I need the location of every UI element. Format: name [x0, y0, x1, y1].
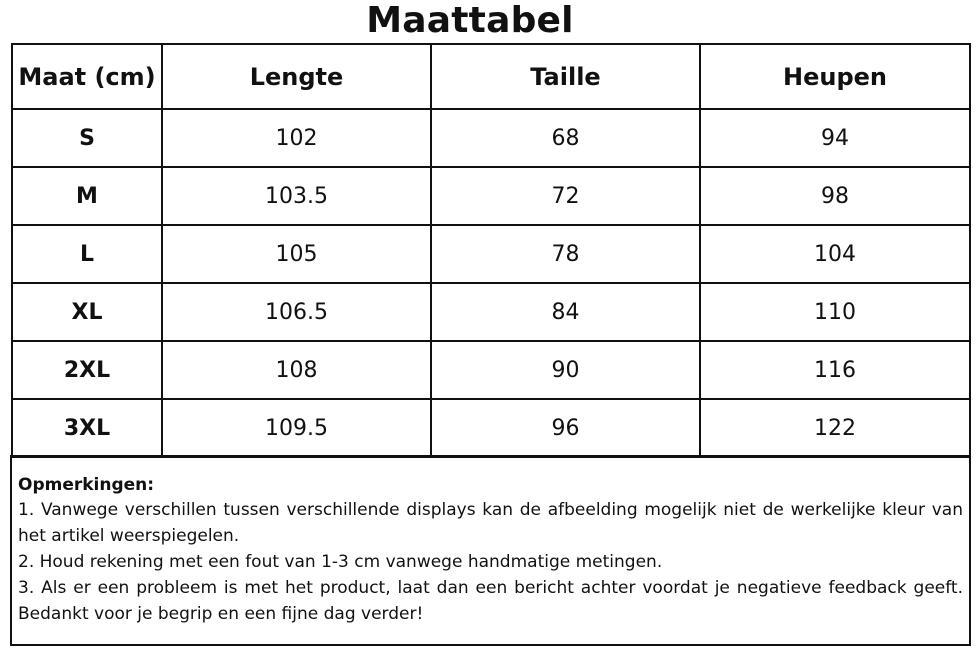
waist-cell: 96 — [431, 399, 700, 457]
column-header-hips: Heupen — [700, 44, 970, 109]
hips-cell: 110 — [700, 283, 970, 341]
table-row — [12, 399, 970, 457]
size-cell: M — [12, 167, 162, 225]
table-row — [12, 225, 970, 283]
waist-cell: 84 — [431, 283, 700, 341]
size-cell: 3XL — [12, 399, 162, 457]
column-header-waist: Taille — [431, 44, 700, 109]
waist-cell: 90 — [431, 341, 700, 399]
length-cell: 102 — [162, 109, 431, 167]
waist-cell: 78 — [431, 225, 700, 283]
hips-cell: 104 — [700, 225, 970, 283]
table-header-row — [12, 44, 970, 109]
notes-box — [10, 455, 971, 646]
waist-cell: 68 — [431, 109, 700, 167]
column-header-size: Maat (cm) — [12, 44, 162, 109]
hips-cell: 94 — [700, 109, 970, 167]
length-cell: 106.5 — [162, 283, 431, 341]
size-cell: XL — [12, 283, 162, 341]
size-cell: L — [12, 225, 162, 283]
note-item: 2. Houd rekening met een fout van 1-3 cm vanwege handmatige metingen. — [18, 552, 663, 572]
table-row — [12, 167, 970, 225]
size-cell: 2XL — [12, 341, 162, 399]
notes-title: Opmerkingen: — [18, 475, 155, 495]
note-item: 1. Vanwege verschillen tussen verschillende displays kan de afbeelding mogelijk niet de werkelijke kleur van het artikel weerspiegelen. — [18, 500, 963, 546]
hips-cell: 122 — [700, 399, 970, 457]
column-header-length: Lengte — [162, 44, 431, 109]
table-row — [12, 341, 970, 399]
page-title: Maattabel — [366, 0, 574, 41]
hips-cell: 98 — [700, 167, 970, 225]
length-cell: 105 — [162, 225, 431, 283]
table-row — [12, 109, 970, 167]
table-row — [12, 283, 970, 341]
length-cell: 108 — [162, 341, 431, 399]
waist-cell: 72 — [431, 167, 700, 225]
length-cell: 103.5 — [162, 167, 431, 225]
size-table — [11, 43, 971, 458]
hips-cell: 116 — [700, 341, 970, 399]
length-cell: 109.5 — [162, 399, 431, 457]
note-item: 3. Als er een probleem is met het product, laat dan een bericht achter voordat je negatieve feedback geeft. Bedankt voor je begrip en een fijne dag verder! — [18, 578, 963, 624]
size-cell: S — [12, 109, 162, 167]
